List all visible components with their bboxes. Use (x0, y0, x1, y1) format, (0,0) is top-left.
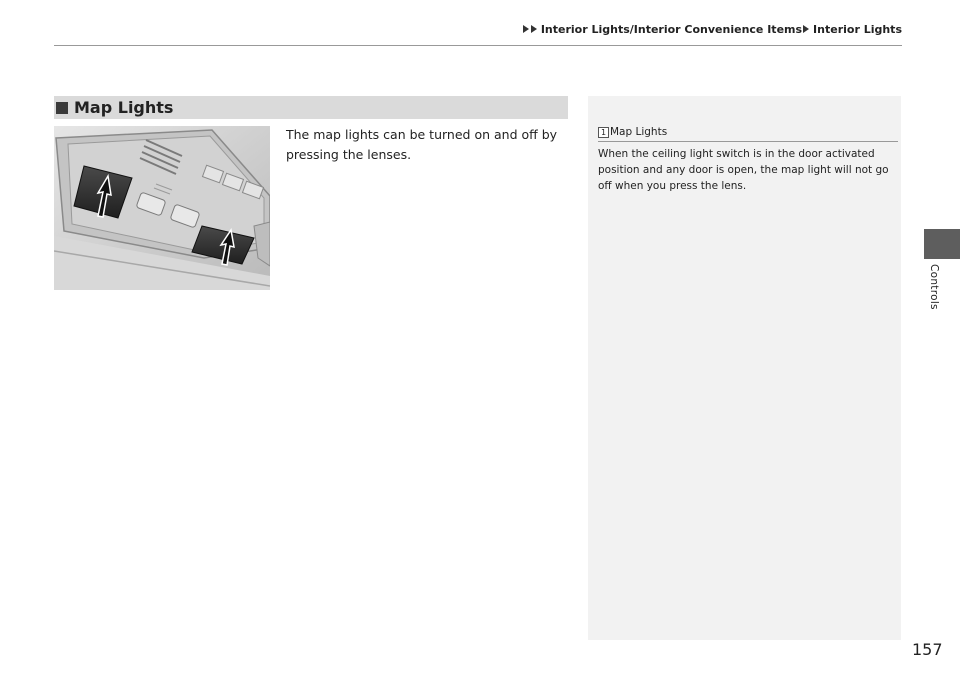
square-bullet-icon (56, 102, 68, 114)
note-text: When the ceiling light switch is in the door activated position and any door is open, the map light will not go off when you press the lens. (598, 148, 889, 192)
section-title: Map Lights (74, 98, 174, 117)
page-number: 157 (912, 640, 943, 659)
chapter-tab (924, 229, 960, 259)
note-title: Map Lights (610, 126, 668, 138)
chapter-label: Controls (928, 264, 940, 310)
section-body-text: The map lights can be turned on and off by pressing the lenses. (286, 127, 558, 162)
triangle-right-icon (803, 25, 809, 33)
note-panel (588, 96, 901, 640)
triangle-right-icon (531, 25, 537, 33)
map-lights-photo (54, 126, 270, 290)
breadcrumb-topic: Interior Lights (813, 22, 902, 36)
note-heading (598, 126, 667, 138)
breadcrumb (52, 19, 902, 39)
section-heading (54, 96, 568, 119)
note-divider (598, 141, 898, 142)
triangle-right-icon (523, 25, 529, 33)
breadcrumb-section: Interior Lights/Interior Convenience Items (540, 22, 803, 36)
header-divider (54, 45, 902, 46)
note-reference-icon: 1 (598, 127, 609, 138)
